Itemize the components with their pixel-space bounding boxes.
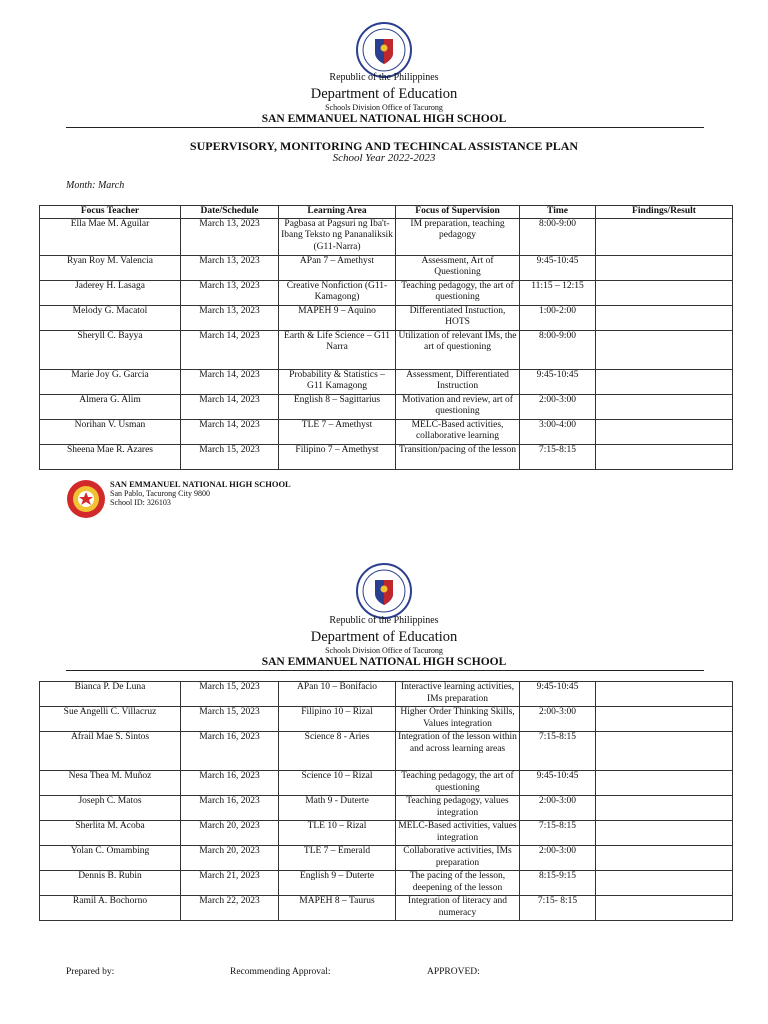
cell-learning-area: MAPEH 8 – Taurus [279, 896, 396, 921]
cell-focus-supervision: Utilization of relevant IMs, the art of questioning [396, 330, 520, 369]
cell-focus-teacher: Jaderey H. Lasaga [40, 280, 181, 305]
col-findings: Findings/Result [596, 206, 733, 219]
cell-focus-teacher: Dennis B. Rubin [40, 871, 181, 896]
cell-date: March 13, 2023 [181, 305, 279, 330]
cell-focus-supervision: IM preparation, teaching pedagogy [396, 218, 520, 255]
cell-findings [596, 771, 733, 796]
cell-findings [596, 707, 733, 732]
month-label: Month: March [66, 180, 125, 191]
cell-focus-supervision: Transition/pacing of the lesson [396, 444, 520, 469]
school-year: School Year 2022-2023 [332, 152, 436, 164]
cell-focus-supervision: MELC-Based activities, collaborative learning [396, 419, 520, 444]
cell-learning-area: Math 9 - Duterte [279, 796, 396, 821]
cell-time: 1:00-2:00 [520, 305, 596, 330]
table-row [40, 771, 733, 796]
approved-label: APPROVED: [427, 967, 480, 977]
department-line: Department of Education [310, 86, 458, 102]
cell-time: 7:15-8:15 [520, 821, 596, 846]
cell-findings [596, 682, 733, 707]
cell-focus-teacher: Ryan Roy M. Valencia [40, 255, 181, 280]
document-title: SUPERVISORY, MONITORING AND TECHINCAL ASSISTANCE PLAN [189, 139, 579, 153]
cell-focus-supervision: Teaching pedagogy, the art of questioning [396, 280, 520, 305]
cell-time: 8:15-9:15 [520, 871, 596, 896]
header-rule [66, 670, 704, 671]
cell-focus-teacher: Sherlita M. Acoba [40, 821, 181, 846]
cell-findings [596, 896, 733, 921]
cell-focus-teacher: Bianca P. De Luna [40, 682, 181, 707]
cell-learning-area: TLE 10 – Rizal [279, 821, 396, 846]
table-row [40, 732, 733, 771]
cell-learning-area: Science 10 – Rizal [279, 771, 396, 796]
deped-seal-icon [356, 563, 412, 619]
cell-learning-area: Earth & Life Science – G11 Narra [279, 330, 396, 369]
cell-time: 2:00-3:00 [520, 707, 596, 732]
footer-school: SAN EMMANUEL NATIONAL HIGH SCHOOL [110, 479, 291, 489]
cell-focus-supervision: Motivation and review, art of questioning [396, 394, 520, 419]
cell-date: March 14, 2023 [181, 419, 279, 444]
republic-line: Republic of the Philippines [329, 615, 439, 626]
cell-focus-teacher: Ella Mae M. Aguilar [40, 218, 181, 255]
cell-time: 9:45-10:45 [520, 255, 596, 280]
cell-time: 9:45-10:45 [520, 369, 596, 394]
cell-focus-supervision: Integration of the lesson within and across learning areas [396, 732, 520, 771]
cell-focus-supervision: The pacing of the lesson, deepening of the lesson [396, 871, 520, 896]
cell-date: March 16, 2023 [181, 771, 279, 796]
table-body-page-2 [40, 682, 733, 921]
cell-date: March 20, 2023 [181, 846, 279, 871]
cell-time: 9:45-10:45 [520, 682, 596, 707]
cell-focus-supervision: Differentiated Instuction, HOTS [396, 305, 520, 330]
cell-time: 8:00-9:00 [520, 218, 596, 255]
col-focus-supervision: Focus of Supervision [396, 206, 520, 219]
cell-date: March 13, 2023 [181, 255, 279, 280]
cell-date: March 16, 2023 [181, 796, 279, 821]
cell-learning-area: Pagbasa at Pagsuri ng Iba't-Ibang Teksto ng Pananaliksik (G11-Narra) [279, 218, 396, 255]
cell-focus-teacher: Norihan V. Usman [40, 419, 181, 444]
cell-findings [596, 732, 733, 771]
cell-date: March 21, 2023 [181, 871, 279, 896]
table-row [40, 896, 733, 921]
cell-date: March 15, 2023 [181, 682, 279, 707]
cell-date: March 14, 2023 [181, 330, 279, 369]
col-time: Time [520, 206, 596, 219]
cell-focus-supervision: Collaborative activities, IMs preparation [396, 846, 520, 871]
col-learning-area: Learning Area [279, 206, 396, 219]
table-row [40, 682, 733, 707]
cell-time: 9:45-10:45 [520, 771, 596, 796]
cell-focus-teacher: Marie Joy G. Garcia [40, 369, 181, 394]
school-name: SAN EMMANUEL NATIONAL HIGH SCHOOL [261, 113, 507, 125]
table-row [40, 871, 733, 896]
cell-time: 7:15-8:15 [520, 732, 596, 771]
cell-focus-teacher: Sheena Mae R. Azares [40, 444, 181, 469]
cell-findings [596, 821, 733, 846]
cell-learning-area: APan 10 – Bonifacio [279, 682, 396, 707]
cell-time: 2:00-3:00 [520, 846, 596, 871]
cell-learning-area: Probability & Statistics – G11 Kamagong [279, 369, 396, 394]
cell-focus-teacher: Almera G. Alim [40, 394, 181, 419]
table-row [40, 846, 733, 871]
cell-focus-teacher: Afrail Mae S. Sintos [40, 732, 181, 771]
cell-learning-area: Science 8 - Aries [279, 732, 396, 771]
cell-focus-supervision: Assessment, Art of Questioning [396, 255, 520, 280]
cell-time: 8:00-9:00 [520, 330, 596, 369]
cell-learning-area: English 9 – Duterte [279, 871, 396, 896]
cell-learning-area: TLE 7 – Amethyst [279, 419, 396, 444]
division-line: Schools Division Office of Tacurong [325, 103, 443, 112]
cell-focus-supervision: Teaching pedagogy, values integration [396, 796, 520, 821]
cell-time: 11:15 – 12:15 [520, 280, 596, 305]
cell-time: 3:00-4:00 [520, 419, 596, 444]
cell-focus-supervision: Assessment, Differentiated Instruction [396, 369, 520, 394]
col-focus-teacher: Focus Teacher [40, 206, 181, 219]
cell-focus-teacher: Ramil A. Bochorno [40, 896, 181, 921]
republic-line: Republic of the Philippines [329, 72, 439, 83]
cell-time: 2:00-3:00 [520, 394, 596, 419]
division-line: Schools Division Office of Tacurong [325, 646, 443, 655]
cell-date: March 14, 2023 [181, 369, 279, 394]
recommending-label: Recommending Approval: [230, 967, 331, 977]
footer-school-id: School ID: 326103 [110, 498, 171, 507]
cell-findings [596, 796, 733, 821]
footer-address: San Pablo, Tacurong City 9800 [110, 489, 210, 498]
cell-learning-area: TLE 7 – Emerald [279, 846, 396, 871]
cell-findings [596, 871, 733, 896]
cell-focus-supervision: Integration of literacy and numeracy [396, 896, 520, 921]
prepared-by-label: Prepared by: [66, 967, 115, 977]
cell-date: March 20, 2023 [181, 821, 279, 846]
col-date-schedule: Date/Schedule [181, 206, 279, 219]
cell-focus-supervision: Teaching pedagogy, the art of questioning [396, 771, 520, 796]
cell-date: March 15, 2023 [181, 444, 279, 469]
table-row [40, 796, 733, 821]
cell-time: 7:15-8:15 [520, 444, 596, 469]
cell-learning-area: English 8 – Sagittarius [279, 394, 396, 419]
cell-focus-supervision: Interactive learning activities, IMs preparation [396, 682, 520, 707]
cell-focus-supervision: Higher Order Thinking Skills, Values integration [396, 707, 520, 732]
cell-date: March 13, 2023 [181, 218, 279, 255]
plan-table-page-2 [39, 681, 733, 921]
cell-learning-area: MAPEH 9 – Aquino [279, 305, 396, 330]
cell-time: 2:00-3:00 [520, 796, 596, 821]
cell-findings [596, 846, 733, 871]
table-row [40, 707, 733, 732]
cell-learning-area: Creative Nonfiction (G11-Kamagong) [279, 280, 396, 305]
cell-learning-area: Filipino 10 – Rizal [279, 707, 396, 732]
cell-focus-teacher: Sue Angelli C. Villacruz [40, 707, 181, 732]
cell-focus-teacher: Sheryll C. Bayya [40, 330, 181, 369]
cell-date: March 14, 2023 [181, 394, 279, 419]
table-row [40, 821, 733, 846]
school-name: SAN EMMANUEL NATIONAL HIGH SCHOOL [261, 656, 507, 668]
cell-focus-teacher: Yolan C. Omambing [40, 846, 181, 871]
cell-date: March 13, 2023 [181, 280, 279, 305]
cell-date: March 16, 2023 [181, 732, 279, 771]
cell-time: 7:15- 8:15 [520, 896, 596, 921]
cell-learning-area: Filipino 7 – Amethyst [279, 444, 396, 469]
cell-focus-teacher: Nesa Thea M. Muñoz [40, 771, 181, 796]
cell-focus-teacher: Melody G. Macatol [40, 305, 181, 330]
cell-learning-area: APan 7 – Amethyst [279, 255, 396, 280]
cell-focus-supervision: MELC-Based activities, values integration [396, 821, 520, 846]
department-line: Department of Education [310, 629, 458, 645]
cell-date: March 15, 2023 [181, 707, 279, 732]
cell-focus-teacher: Joseph C. Matos [40, 796, 181, 821]
cell-date: March 22, 2023 [181, 896, 279, 921]
